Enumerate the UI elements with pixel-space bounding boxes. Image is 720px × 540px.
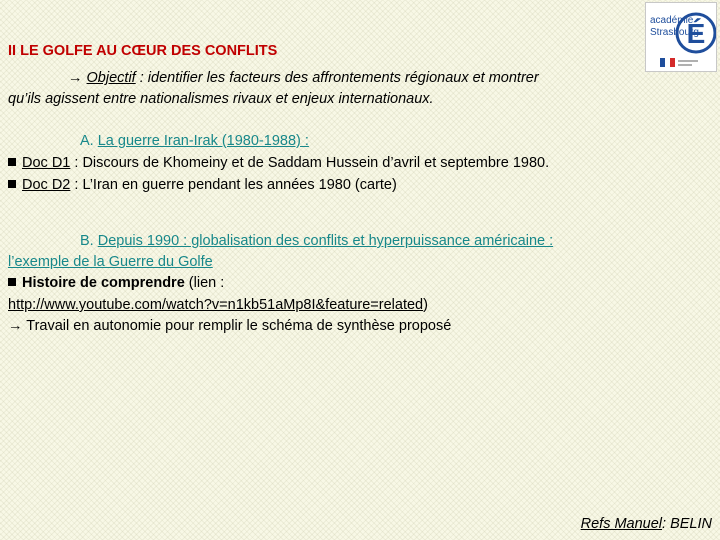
section-b-letter: B. bbox=[80, 233, 94, 249]
youtube-link[interactable]: http://www.youtube.com/watch?v=n1kb51aMp8I&feature=related bbox=[8, 297, 424, 313]
arrow-icon: → bbox=[8, 318, 23, 334]
bullet-square-icon bbox=[8, 158, 16, 166]
logo-letter: É bbox=[686, 18, 706, 49]
french-flag-icon bbox=[660, 58, 675, 67]
doc-d2-item bbox=[8, 177, 397, 193]
objective-line-2: qu’ils agissent entre nationalismes rivaux et enjeux internationaux. bbox=[8, 91, 434, 107]
task-text: Travail en autonomie pour remplir le schéma de synthèse proposé bbox=[22, 318, 452, 334]
bullet-square-icon bbox=[8, 278, 16, 286]
section-a-title: La guerre Iran-Irak (1980-1988) : bbox=[97, 133, 309, 149]
section-a-heading bbox=[80, 133, 309, 149]
histoire-title: Histoire de comprendre bbox=[22, 275, 185, 291]
doc-d1-label[interactable]: Doc D1 bbox=[22, 155, 71, 171]
objective-line-1 bbox=[68, 70, 539, 86]
url-line bbox=[8, 297, 428, 313]
objective-text-1: : identifier les facteurs des affrontements régionaux et montrer bbox=[135, 70, 539, 86]
doc-d1-item bbox=[8, 155, 549, 171]
task-line bbox=[8, 318, 451, 334]
refs-label: Refs Manuel bbox=[580, 516, 663, 532]
arrow-icon: → bbox=[68, 70, 83, 86]
refs-value: : BELIN bbox=[662, 516, 712, 532]
histoire-text: (lien : bbox=[184, 275, 225, 291]
academie-strasbourg-logo bbox=[645, 2, 717, 72]
logo-text-strasbourg: Strasbourg bbox=[650, 27, 699, 38]
doc-d2-text: : L’Iran en guerre pendant les années 1980 (carte) bbox=[70, 177, 397, 193]
logo-graphic bbox=[646, 3, 716, 71]
doc-d2-label[interactable]: Doc D2 bbox=[22, 177, 71, 193]
bullet-square-icon bbox=[8, 180, 16, 188]
histoire-item bbox=[8, 275, 224, 291]
section-b-title-2: l’exemple de la Guerre du Golfe bbox=[8, 254, 213, 270]
url-close: ) bbox=[423, 297, 428, 313]
doc-d1-text: : Discours de Khomeiny et de Saddam Hussein d’avril et septembre 1980. bbox=[70, 155, 550, 171]
section-b-heading bbox=[80, 233, 553, 249]
page-title: II LE GOLFE AU CŒUR DES CONFLITS bbox=[8, 43, 278, 59]
refs-manuel bbox=[581, 516, 712, 532]
section-b-title-1: Depuis 1990 : globalisation des conflits et hyperpuissance américaine : bbox=[97, 233, 554, 249]
section-a-letter: A. bbox=[80, 133, 94, 149]
objective-label: Objectif bbox=[86, 70, 136, 86]
logo-text-academie: académie bbox=[650, 15, 694, 26]
